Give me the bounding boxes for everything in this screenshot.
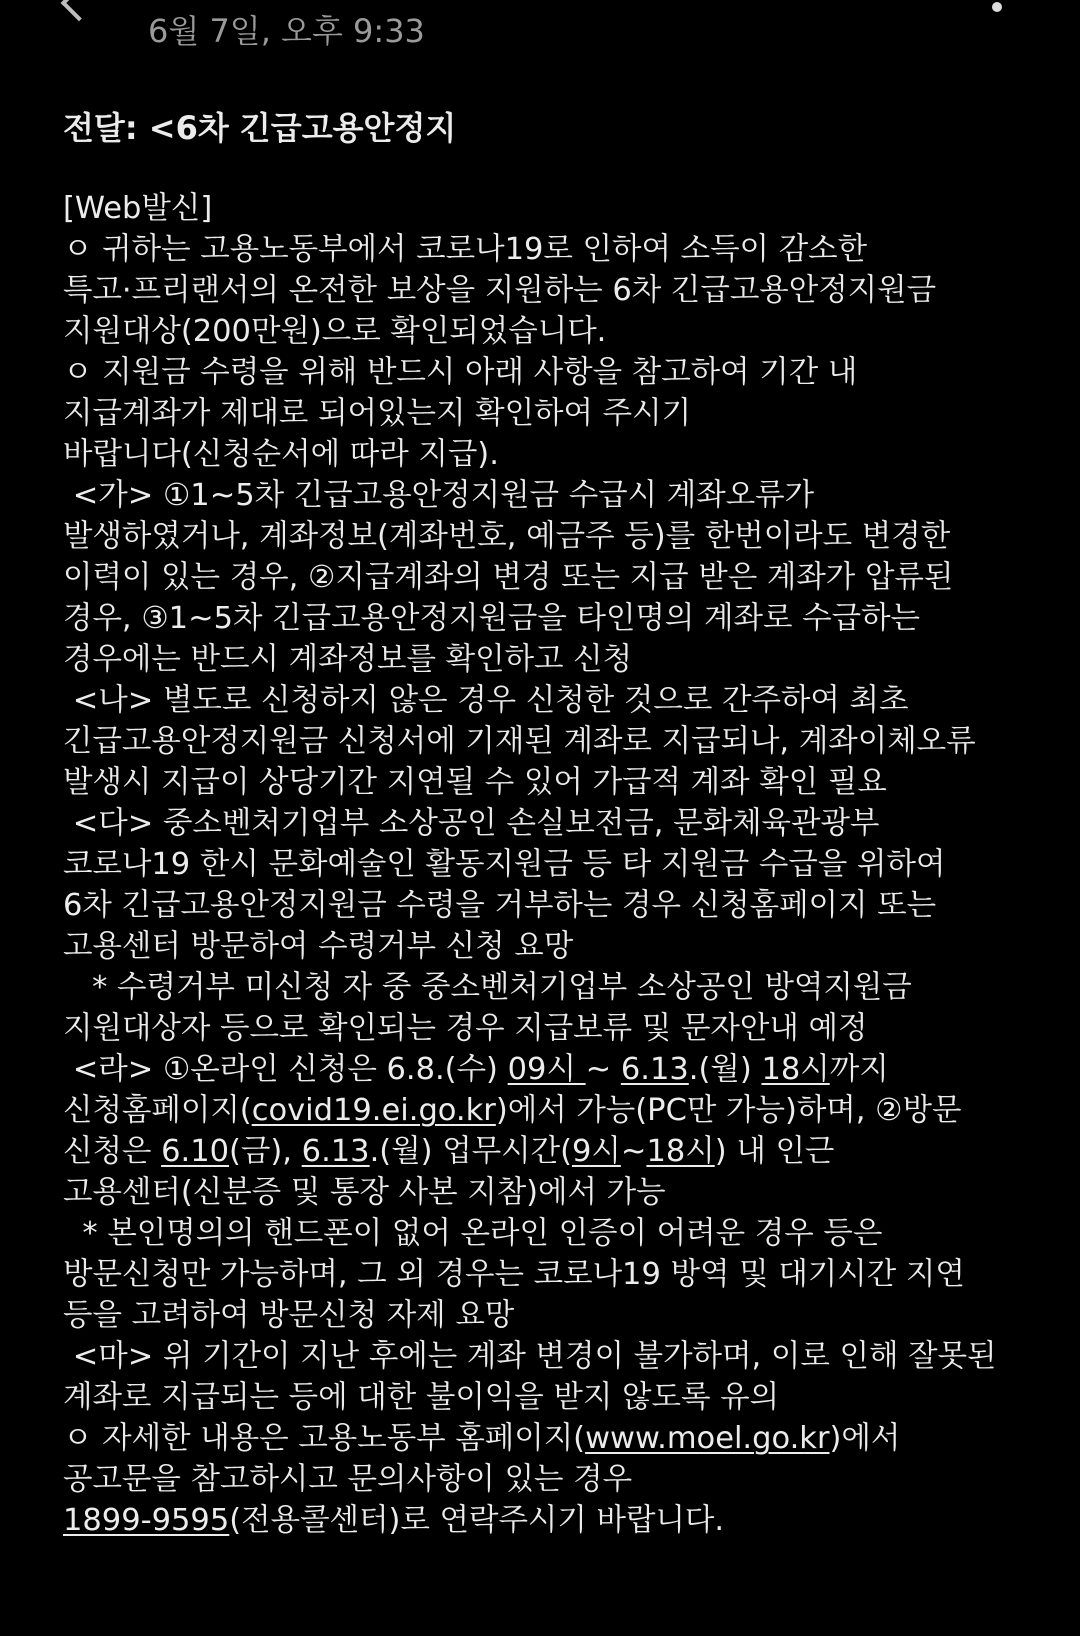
text: ~ — [620, 1134, 647, 1169]
date-link[interactable]: 6.13 — [301, 1134, 370, 1169]
more-options-icon[interactable] — [992, 2, 1002, 12]
body-line: 경우, ③1~5차 긴급고용안정지원금을 타인명의 계좌로 수급하는 — [63, 601, 920, 636]
text: (금), — [229, 1134, 302, 1169]
text: )에서 가능(PC만 가능)하며, ②방문 — [495, 1093, 962, 1128]
body-line — [63, 1418, 1038, 1459]
time-link[interactable]: 09시 — [507, 1052, 586, 1087]
body-line: 경우에는 반드시 계좌정보를 확인하고 신청 — [63, 642, 633, 677]
body-line: 특고·프리랜서의 온전한 보상을 지원하는 6차 긴급고용안정지원금 — [63, 273, 937, 308]
moel-site-link[interactable]: www.moel.go.kr — [585, 1421, 830, 1456]
body-line: 긴급고용안정지원금 신청서에 기재된 계좌로 지급되나, 계좌이체오류 — [63, 724, 976, 759]
body-line: 발생하였거나, 계좌정보(계좌번호, 예금주 등)를 한번이라도 변경한 — [63, 519, 951, 554]
body-line: 공고문을 참고하시고 문의사항이 있는 경우 — [63, 1462, 633, 1497]
body-line: 6차 긴급고용안정지원금 수령을 거부하는 경우 신청홈페이지 또는 — [63, 888, 937, 923]
body-line: 지원대상(200만원)으로 확인되었습니다. — [63, 314, 607, 349]
time-link[interactable]: 9시 — [572, 1134, 621, 1169]
top-bar — [0, 0, 1080, 60]
body-line: [Web발신] — [63, 191, 213, 226]
message-body — [63, 188, 1038, 1541]
time-link[interactable]: 18시 — [646, 1134, 715, 1169]
body-line — [63, 1090, 1038, 1131]
covid-site-link[interactable]: covid19.ei.go.kr — [251, 1093, 496, 1128]
text: 까지 — [829, 1052, 889, 1087]
message-content — [63, 106, 1038, 1541]
body-line: 지원대상자 등으로 확인되는 경우 지급보류 및 문자안내 예정 — [63, 1011, 868, 1046]
text: (전용콜센터)로 연락주시기 바랍니다. — [229, 1503, 725, 1538]
phone-link[interactable]: 1899-9595 — [63, 1503, 230, 1538]
body-line: 이력이 있는 경우, ②지급계좌의 변경 또는 지급 받은 계좌가 압류된 — [63, 560, 954, 595]
text: .(월) 업무시간( — [369, 1134, 572, 1169]
body-line: 등을 고려하여 방문신청 자제 요망 — [63, 1298, 515, 1333]
text: 신청홈페이지( — [63, 1093, 252, 1128]
body-line: 발생시 지급이 상당기간 지연될 수 있어 가급적 계좌 확인 필요 — [63, 765, 887, 800]
body-line: 고용센터(신분증 및 통장 사본 지참)에서 가능 — [63, 1175, 666, 1210]
body-line: <나> 별도로 신청하지 않은 경우 신청한 것으로 간주하여 최초 — [63, 683, 909, 718]
body-line: 바랍니다(신청순서에 따라 지급). — [63, 437, 499, 472]
text: ~ — [585, 1052, 621, 1087]
body-line: 고용센터 방문하여 수령거부 신청 요망 — [63, 929, 574, 964]
text: ) 내 인근 — [714, 1134, 835, 1169]
text: .(월) — [688, 1052, 762, 1087]
time-link[interactable]: 18시 — [761, 1052, 830, 1087]
body-line — [63, 1049, 1038, 1090]
body-line: 계좌로 지급되는 등에 대한 불이익을 받지 않도록 유의 — [63, 1380, 780, 1415]
body-line — [63, 1131, 1038, 1172]
text: )에서 — [829, 1421, 901, 1456]
body-line: <다> 중소벤처기업부 소상공인 손실보전금, 문화체육관광부 — [63, 806, 880, 841]
message-title: 전달: <6차 긴급고용안정지 — [63, 109, 457, 147]
body-line: * 본인명의의 핸드폰이 없어 온라인 인증이 어려운 경우 등은 — [63, 1216, 883, 1251]
back-arrow-icon[interactable] — [61, 0, 98, 21]
body-line: 지급계좌가 제대로 되어있는지 확인하여 주시기 — [63, 396, 692, 431]
body-line — [63, 1500, 1038, 1541]
date-link[interactable]: 6.10 — [161, 1134, 230, 1169]
text: 신청은 — [63, 1134, 162, 1169]
date-link[interactable]: 6.13 — [620, 1052, 689, 1087]
body-line: <마> 위 기간이 지난 후에는 계좌 변경이 불가하며, 이로 인해 잘못된 — [63, 1339, 997, 1374]
body-line: * 수령거부 미신청 자 중 중소벤처기업부 소상공인 방역지원금 — [63, 970, 912, 1005]
body-line: 방문신청만 가능하며, 그 외 경우는 코로나19 방역 및 대기시간 지연 — [63, 1257, 965, 1292]
text: ㅇ 자세한 내용은 고용노동부 홈페이지( — [63, 1421, 586, 1456]
body-line: ㅇ 귀하는 고용노동부에서 코로나19로 인하여 소득이 감소한 — [63, 232, 868, 267]
body-line: 코로나19 한시 문화예술인 활동지원금 등 타 지원금 수급을 위하여 — [63, 847, 946, 882]
message-date: 6월 7일, 오후 9:33 — [148, 12, 425, 50]
text: <라> ①온라인 신청은 6.8.(수) — [63, 1052, 508, 1087]
body-line: <가> ①1~5차 긴급고용안정지원금 수급시 계좌오류가 — [63, 478, 815, 513]
body-line: ㅇ 지원금 수령을 위해 반드시 아래 사항을 참고하여 기간 내 — [63, 355, 858, 390]
